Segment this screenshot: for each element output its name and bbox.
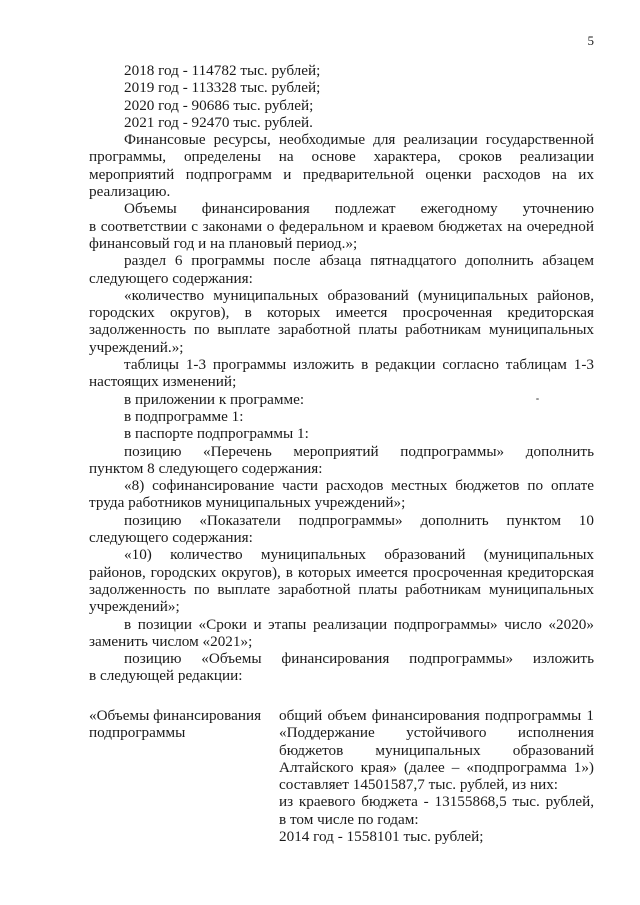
text-line: финансовый год и на плановый период.»; — [89, 234, 358, 252]
table-value-line: «Поддержание устойчивого исполнения — [279, 724, 594, 742]
text-line: следующего содержания: — [89, 269, 253, 287]
text-line: реализацию. — [89, 183, 171, 201]
text-line: «количество муниципальных образований (муниципальных районов, — [124, 286, 594, 304]
table-label-line: «Объемы финансирования — [89, 707, 262, 724]
text-line: в позиции «Сроки и этапы реализации подпрограммы» число «2020» — [124, 615, 594, 633]
table-value-line: из краевого бюджета - 13155868,5 тыс. рублей, — [279, 793, 594, 811]
text-line: Финансовые ресурсы, необходимые для реализации государственной — [124, 131, 594, 149]
table-value-line: в том числе по годам: — [279, 810, 419, 828]
text-line: заменить числом «2021»; — [89, 632, 253, 650]
table-value-line: бюджетов муниципальных образований — [279, 741, 594, 759]
text-line: следующего содержания: — [89, 529, 253, 547]
text-line: районов, городских округов), в которых имеется просроченная кредиторская — [89, 563, 594, 581]
text-line: «8) софинансирование части расходов местных бюджетов по оплате — [124, 477, 594, 495]
scan-speck — [536, 398, 539, 400]
table-label-line: подпрограммы — [89, 724, 186, 742]
text-line: «10) количество муниципальных образований (муниципальных — [124, 546, 594, 564]
text-line: 2020 год - 90686 тыс. рублей; — [124, 96, 314, 114]
text-line: 2021 год - 92470 тыс. рублей. — [124, 113, 313, 131]
table-value-line: общий объем финансирования подпрограммы 1 — [279, 707, 594, 724]
text-line: городских округов), в которых имеется просроченная кредиторская — [89, 304, 594, 322]
text-line: в паспорте подпрограммы 1: — [124, 425, 309, 443]
text-line: пунктом 8 следующего содержания: — [89, 459, 323, 477]
text-line: в соответствии с законами о федеральном и краевом бюджетах на очередной — [89, 217, 594, 235]
table-value-line: Алтайского края» (далее – «подпрограмма 1») — [279, 758, 594, 776]
text-line: 2018 год - 114782 тыс. рублей; — [124, 62, 321, 79]
document-body — [89, 62, 594, 685]
text-line: раздел 6 программы после абзаца пятнадцатого дополнить абзацем — [124, 252, 594, 270]
text-line: позицию «Показатели подпрограммы» дополнить пунктом 10 — [124, 511, 594, 529]
text-line: программы, определены на основе характера, сроков реализации — [89, 148, 594, 166]
table-right-column — [279, 707, 594, 845]
text-line: настоящих изменений; — [89, 373, 237, 391]
table-left-column — [89, 707, 271, 742]
text-line: позицию «Объемы финансирования подпрограммы» изложить — [124, 650, 594, 668]
text-line: труда работников муниципальных учреждений»; — [89, 494, 406, 512]
text-line: в подпрограмме 1: — [124, 407, 244, 425]
text-line: таблицы 1-3 программы изложить в редакции согласно таблицам 1-3 — [124, 356, 594, 374]
text-line: в следующей редакции: — [89, 667, 243, 685]
table-value-line: 2014 год - 1558101 тыс. рублей; — [279, 828, 484, 846]
text-line: задолженность по выплате заработной платы работникам муниципальных — [89, 580, 594, 598]
text-line: 2019 год - 113328 тыс. рублей; — [124, 79, 321, 97]
page-number: 5 — [587, 33, 594, 48]
text-line: в приложении к программе: — [124, 390, 305, 408]
text-line: позицию «Перечень мероприятий подпрограммы» дополнить — [124, 442, 594, 460]
text-line: учреждений»; — [89, 598, 180, 616]
text-line: Объемы финансирования подлежат ежегодному уточнению — [124, 200, 594, 218]
text-line: задолженность по выплате заработной платы работникам муниципальных — [89, 321, 594, 339]
table-value-line: составляет 14501587,7 тыс. рублей, из них: — [279, 776, 559, 794]
text-line: мероприятий подпрограмм и предварительной оценки расходов на их — [89, 165, 594, 183]
text-line: учреждений.»; — [89, 338, 184, 356]
